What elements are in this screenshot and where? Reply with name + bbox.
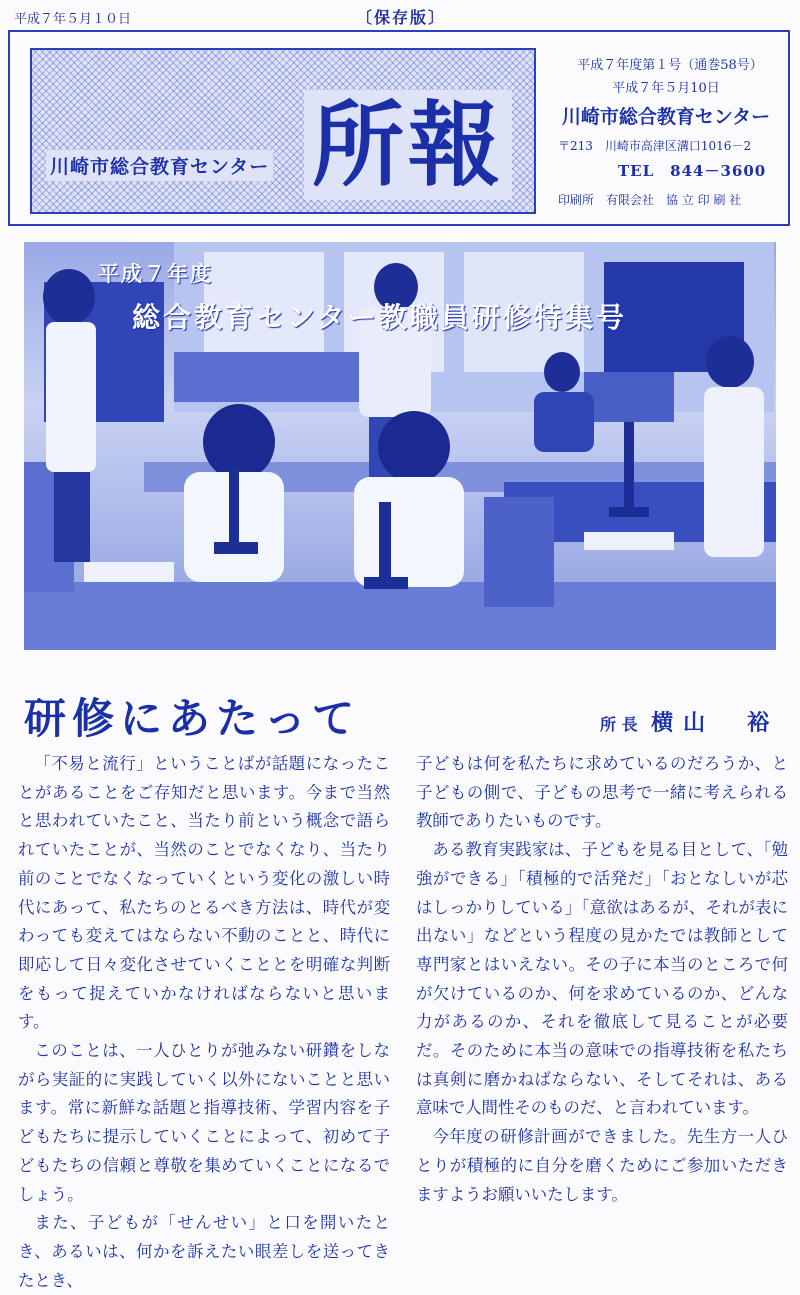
newsletter-title: 所報 [304, 90, 512, 200]
printer-info: 印刷所 有限会社 協 立 印 刷 社 [558, 193, 742, 207]
photo-subtitle: 平成７年度 [98, 262, 213, 286]
photo-title: 総合教育センター教職員研修特集号 [132, 301, 627, 334]
publisher-address: 〒213 川崎市高津区溝口1016－2 [558, 139, 752, 153]
byline-name: 横山 裕 [651, 710, 780, 736]
edition-label: 〔保存版〕 [356, 8, 447, 27]
paragraph: 子どもは何を私たちに求めているのだろうか、と子どもの側で、子どもの思考で一緒に考えられる教師でありたいものです。 [416, 754, 788, 831]
byline-title: 所 長 [600, 715, 638, 734]
publisher-name: 川崎市総合教育センター [561, 106, 771, 128]
paragraph: また、子どもが「せんせい」と口を開いたとき、あるいは、何かを訴えたい眼差しを送ってきたとき、 [18, 1213, 390, 1290]
header-date: 平成７年５月１０日 [14, 12, 132, 27]
center-name: 川崎市総合教育センター [46, 150, 273, 181]
paragraph: 「不易と流行」ということばが話題になったことがあることをご存知だと思います。今まで当然と思われていたこと、当たり前という概念で語られていたことが、当然のことでなくなり、当たり前のことでなくなっていくという変化の激しい時代にあって、私たちのとるべき方法は、時代が変わっても変えてはならない不動のことと、時代に即応して日々変化させていくこととを明確な判断をもって捉えていかなければならないと思います。 [18, 754, 390, 1032]
issue-date: 平成７年５月10日 [612, 81, 720, 96]
article-headline: 研修にあたって [24, 694, 361, 743]
byline [600, 706, 779, 737]
paragraph: ある教育実践家は、子どもを見る目として、「勉強ができる」「積極的で活発だ」「おとなしいが芯はしっかりしている」「意欲はあるが、それが表に出ない」などという程度の見かたでは教師として専門家とはいえない。その子に本当のところで何が欠けているのか、何を求めているのか、どんな力があるのか、それを徹底して見ることが必要だ。そのために本当の意味での指導技術を私たちは真剣に磨かねばならない、そしてそれは、ある意味で人間性そのものだ、と言われています。 [416, 840, 788, 1118]
article-column-left [18, 750, 390, 1295]
issue-info [546, 54, 786, 208]
issue-volume: 平成７年度第１号（通巻58号） [577, 58, 763, 73]
paragraph: 今年度の研修計画ができました。先生方一人ひとりが積極的に自分を磨くためにご参加いただきますようお願いいたします。 [416, 1127, 788, 1204]
masthead [8, 30, 790, 226]
publisher-tel: TEL 844－3600 [618, 162, 767, 180]
article-column-right [416, 750, 788, 1209]
title-box [30, 48, 536, 214]
paragraph: このことは、一人ひとりが弛みない研鑽をしながら実証的に実践していく以外にないことと思います。常に新鮮な話題と指導技術、学習内容を子どもたちに提示していくことによって、初めて子どもたちの信頼と尊敬を集めていくことになるでしょう。 [18, 1041, 390, 1204]
classroom-photo [24, 242, 776, 650]
